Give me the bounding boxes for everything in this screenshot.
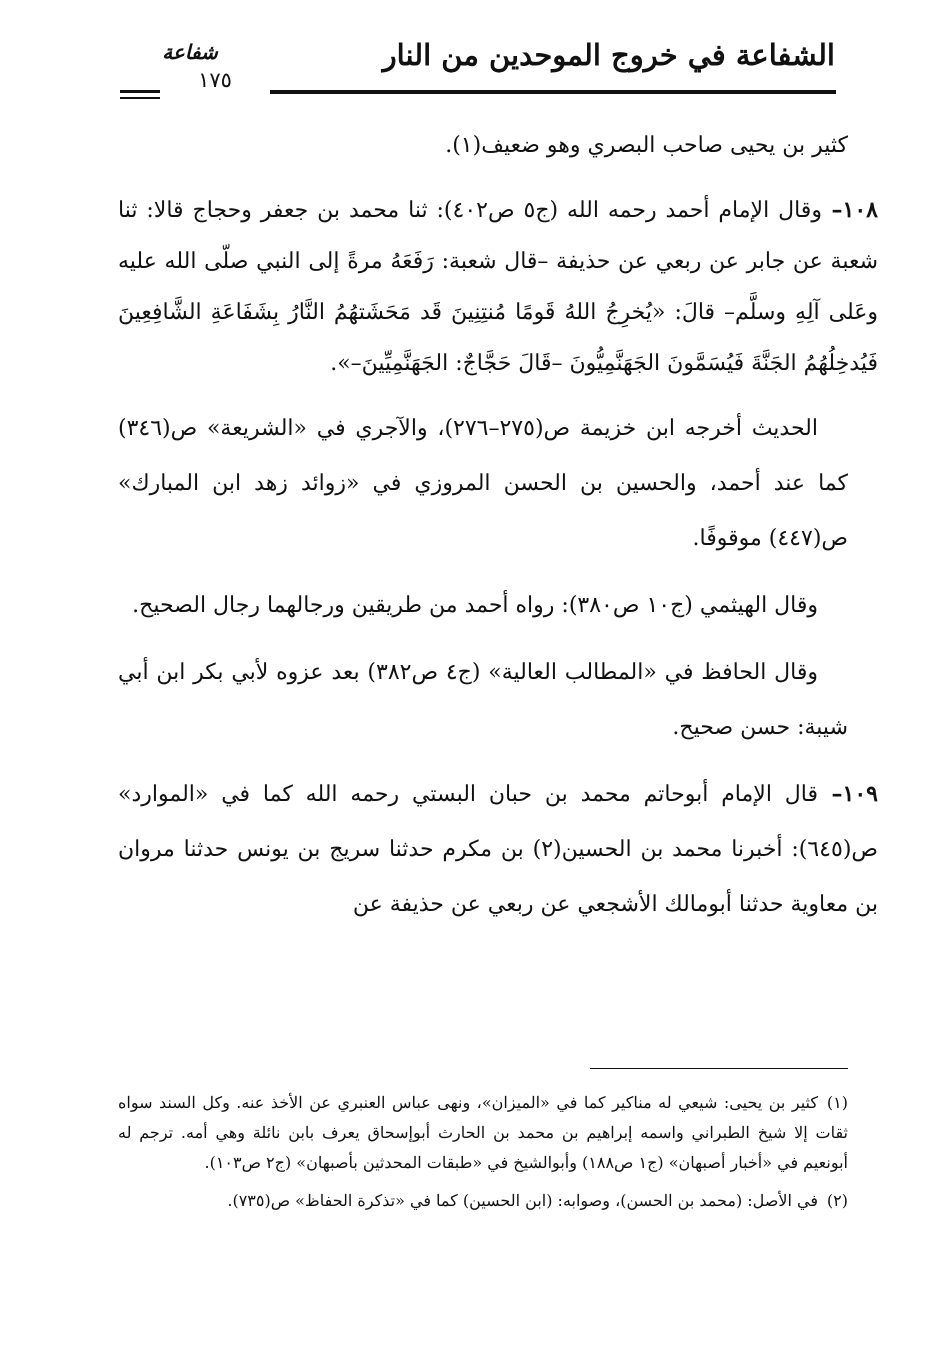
header-rule-short: [120, 90, 160, 93]
hadith-number: ١٠٩–: [818, 781, 878, 807]
footnote-number: (٢): [826, 1191, 848, 1210]
hadith-number: ١٠٨–: [821, 197, 878, 223]
header-rule-short-lower: [120, 97, 160, 99]
hadith-108: [118, 185, 878, 389]
page-number: ١٧٥: [198, 68, 232, 92]
footnote: [118, 1186, 848, 1216]
hadith-text: قال الإمام أبوحاتم محمد بن حبان البستي رحمه الله كما في «الموارد» ص(٦٤٥): أخبرنا محمد بن الحسين(٢) بن مكرم حدثنا سريج بن يونس حدثنا مروان بن معاوية حدثنا أبومالك الأشجعي عن ربعي عن حذيفة عن: [118, 782, 878, 917]
main-text: [118, 118, 878, 944]
paragraph-narrator-note: كثير بن يحيى صاحب البصري وهو ضعيف(١).: [445, 133, 848, 158]
footnotes: [118, 1088, 848, 1224]
running-header-title: الشفاعة في خروج الموحدين من النار: [382, 38, 835, 72]
header-rule: [270, 90, 836, 94]
running-header-mark: شفاعة: [162, 40, 218, 64]
paragraph-takhrij: الحديث أخرجه ابن خزيمة ص(٢٧٥–٢٧٦)، والآجري في «الشريعة» ص(٣٤٦) كما عند أحمد، والحسين بن الحسن المروزي في «زوائد زهد ابن المبارك» ص(٤٤٧) موقوفًا.: [118, 416, 848, 551]
footnote-separator: [590, 1068, 848, 1069]
paragraph-haythami: وقال الهيثمي (ج١٠ ص٣٨٠): رواه أحمد من طريقين ورجالهما رجال الصحيح.: [132, 593, 818, 618]
paragraph-hafiz: وقال الحافظ في «المطالب العالية» (ج٤ ص٣٨٢) بعد عزوه لأبي بكر ابن أبي شيبة: حسن صحيح.: [118, 660, 848, 740]
hadith-text: وقال الإمام أحمد رحمه الله (ج٥ ص٤٠٢): ثنا محمد بن جعفر وحجاج قالا: ثنا شعبة عن جابر عن ربعي عن حذيفة –قال شعبة: رَفَعَهُ مرةً إلى النبي صلّى الله عليه وعَلى آلِهِ وسلَّم– قالَ: «يُخرِجُ اللهُ قَومًا مُنتِنِينَ قَد مَحَشَتهُمُ النَّارُ بِشَفَاعَةِ الشَّافِعِينَ فَيُدخِلُهُمُ الجَنَّةَ فَيُسَمَّونَ الجَهَنَّمِيُّونَ –قَالَ حَجَّاجٌ: الجَهَنَّمِيِّينَ–».: [118, 198, 878, 376]
hadith-109: [118, 767, 878, 932]
footnote: [118, 1088, 848, 1178]
footnote-text: في الأصل: (محمد بن الحسن)، وصوابه: (ابن الحسين) كما في «تذكرة الحفاظ» ص(٧٣٥).: [227, 1191, 818, 1210]
footnote-text: كثير بن يحيى: شيعي له مناكير كما في «الميزان»، ونهى عباس العنبري عن الأخذ عنه. وكل السند سواه ثقات إلا شيخ الطبراني واسمه إبراهيم بن محمد بن الحارث أبوإسحاق يعرف بابن نائلة وهي أمه. ترجم له أبونعيم في «أخبار أصبهان» (ج١ ص١٨٨) وأبوالشيخ في «طبقات المحدثين بأصبهان» (ج٢ ص١٠٣).: [118, 1093, 848, 1172]
footnote-number: (١): [826, 1093, 848, 1112]
